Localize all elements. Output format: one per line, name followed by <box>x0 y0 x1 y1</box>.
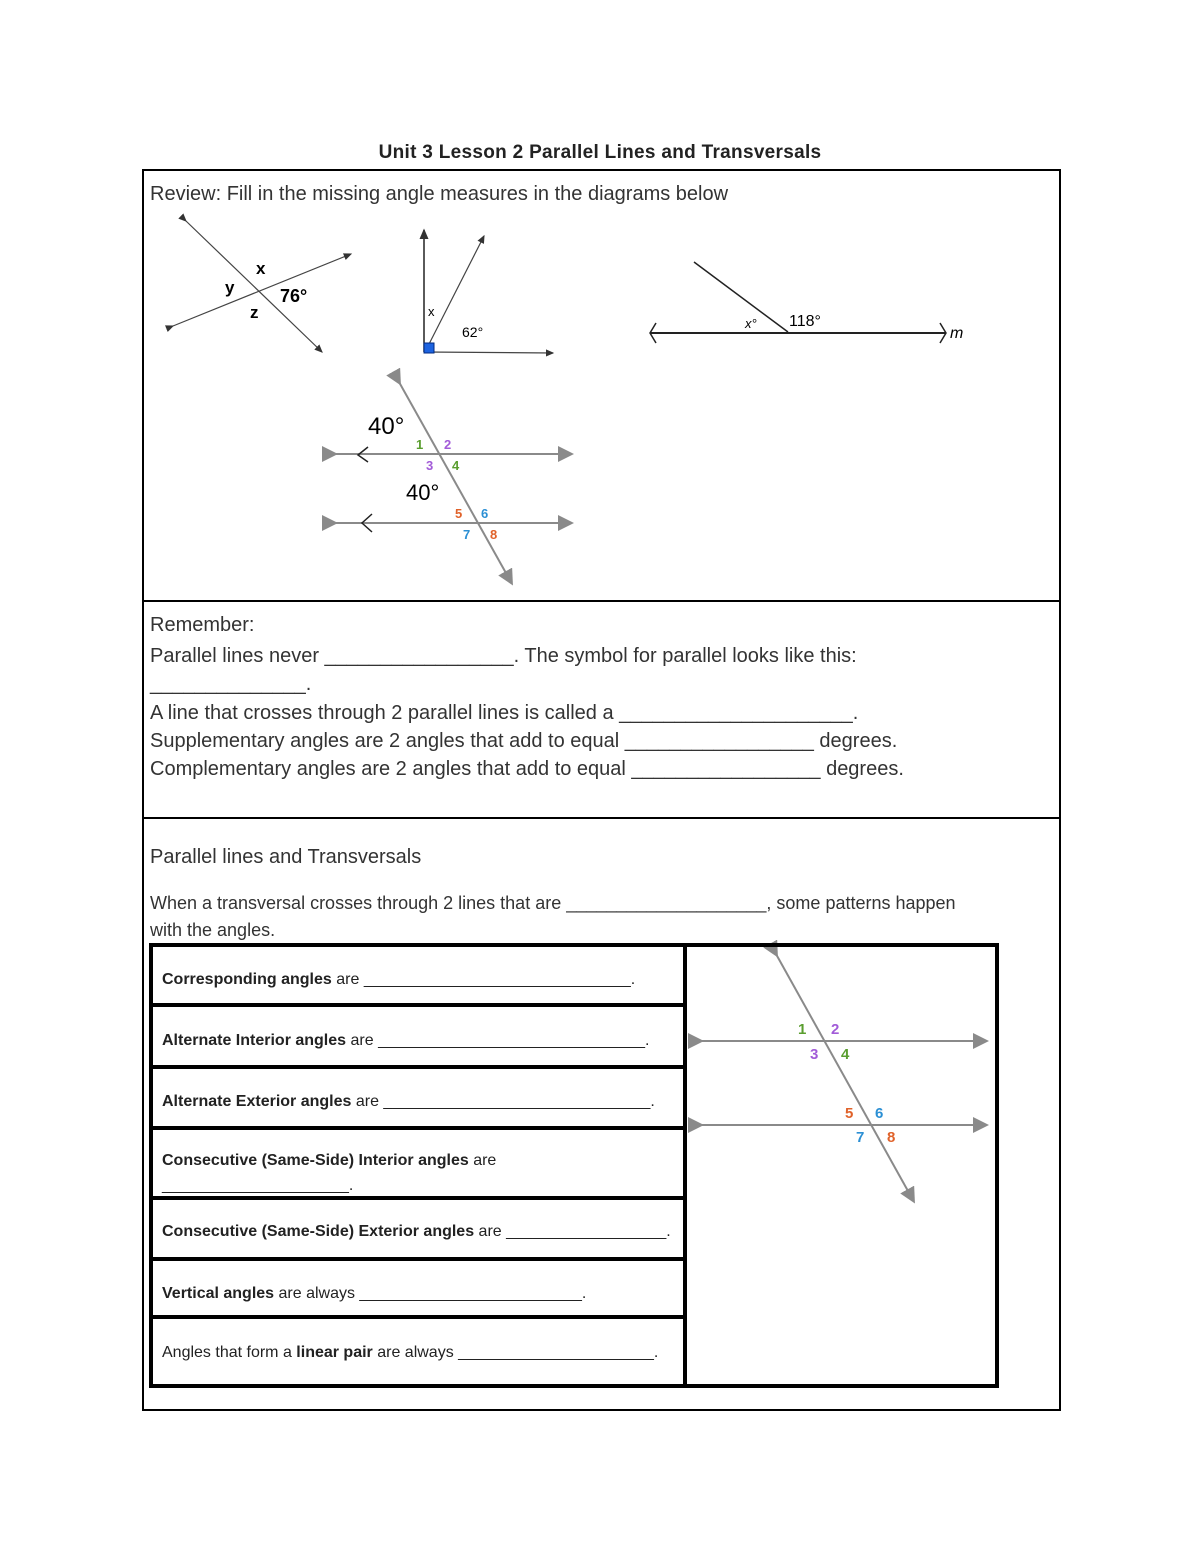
table-divider <box>683 943 687 1388</box>
section-intro: When a transversal crosses through 2 lines that are ____________________, some patterns happen <box>150 893 956 913</box>
angle-number-label: 7 <box>856 1129 865 1146</box>
label-z: z <box>250 303 259 322</box>
table-row-border <box>149 1257 687 1261</box>
angle-number-label: 1 <box>798 1021 807 1038</box>
label-y: y <box>225 278 235 297</box>
right-angle-icon <box>424 343 434 353</box>
angle-label: 62° <box>462 324 484 340</box>
angle-number-label: 6 <box>875 1105 884 1122</box>
angle-number-label: 8 <box>490 527 498 542</box>
angle-number-label: 1 <box>416 437 424 452</box>
section-heading: Parallel lines and Transversals <box>150 846 422 868</box>
remember-line: A line that crosses through 2 parallel lines is called a _____________________. <box>150 702 859 724</box>
remember-heading: Remember: <box>150 614 255 636</box>
angle-number-label: 4 <box>452 458 460 473</box>
page-title: Unit 3 Lesson 2 Parallel Lines and Transversals <box>378 142 822 163</box>
remember-line: Supplementary angles are 2 angles that add to equal _________________ degrees. <box>150 730 898 752</box>
table-row: Vertical angles are always _________________________. <box>162 1285 587 1302</box>
angle-number-label: 2 <box>831 1021 840 1038</box>
angle-number-label: 3 <box>426 458 434 473</box>
remember-line: Parallel lines never _________________. The symbol for parallel looks like this: <box>150 645 857 667</box>
table-row: Angles that form a linear pair are always ______________________. <box>162 1344 659 1361</box>
review-heading: Review: Fill in the missing angle measures in the diagrams below <box>150 183 729 205</box>
line-label: m <box>950 325 964 342</box>
label-x: x <box>256 259 266 278</box>
angle-number-label: 3 <box>810 1046 819 1063</box>
table-row-border <box>149 1315 687 1319</box>
angle-number-label: 2 <box>444 437 452 452</box>
vertical-angles-diagram <box>173 221 351 352</box>
angle-label: 118° <box>789 313 821 330</box>
label-x: x° <box>745 316 757 331</box>
table-row-border <box>149 1003 687 1007</box>
table-row-border <box>149 1065 687 1069</box>
table-row-border <box>149 1126 687 1130</box>
table-row: Alternate Exterior angles are ______________________________. <box>162 1093 655 1110</box>
handwritten-answer: 40° <box>368 413 405 440</box>
table-row: Consecutive (Same-Side) Exterior angles are __________________. <box>162 1223 671 1240</box>
angle-number-label: 6 <box>481 506 489 521</box>
handwritten-answer: 40° <box>406 480 440 505</box>
table-row-border <box>149 1196 687 1200</box>
complementary-angles-diagram <box>424 230 553 353</box>
angle-number-label: 4 <box>841 1046 850 1063</box>
remember-line: ______________. <box>150 673 312 695</box>
table-row: Corresponding angles are ______________________________. <box>162 971 636 988</box>
angle-number-label: 8 <box>887 1129 896 1146</box>
angle-number-label: 7 <box>463 527 471 542</box>
angle-number-label: 5 <box>845 1105 854 1122</box>
section-intro: with the angles. <box>150 920 276 940</box>
label-x: x <box>428 304 435 319</box>
table-row: Alternate Interior angles are ______________________________. <box>162 1032 650 1049</box>
angle-label: 76° <box>280 286 308 306</box>
table-row: Consecutive (Same-Side) Interior angles are <box>162 1152 497 1169</box>
remember-line: Complementary angles are 2 angles that add to equal _________________ degrees. <box>150 758 904 780</box>
table-row-blank: _____________________. <box>162 1177 354 1194</box>
supplementary-angles-diagram <box>650 262 963 343</box>
angle-number-label: 5 <box>455 506 463 521</box>
parallel-lines-review-diagram <box>334 382 570 582</box>
